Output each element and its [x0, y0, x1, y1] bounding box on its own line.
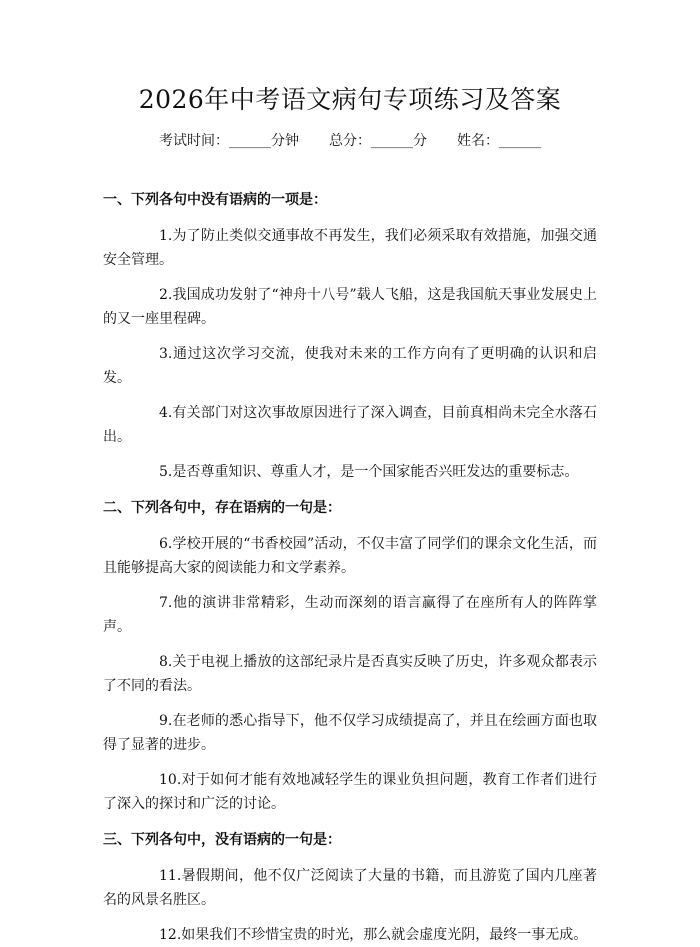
question-number: 4.	[159, 405, 173, 421]
exam-time-label: 考试时间：______分钟	[159, 133, 299, 149]
section-heading: 一、下列各句中没有语病的一项是：	[103, 192, 327, 208]
question-text: 他的演讲非常精彩，生动而深刻的语言赢得了在座所有人的阵阵掌声。	[103, 595, 597, 635]
question-number: 9.	[159, 713, 173, 729]
question-item	[103, 923, 597, 947]
question-number: 3.	[159, 346, 173, 362]
question-item	[103, 709, 597, 757]
question-text: 在老师的悉心指导下，他不仅学习成绩提高了，并且在绘画方面也取得了显著的进步。	[103, 713, 597, 753]
exam-content	[103, 190, 597, 947]
section-heading: 三、下列各句中，没有语病的一句是：	[103, 832, 341, 848]
question-text: 是否尊重知识、尊重人才，是一个国家能否兴旺发达的重要标志。	[172, 464, 579, 480]
question-text: 暑假期间，他不仅广泛阅读了大量的书籍，而且游览了国内几座著名的风景名胜区。	[103, 868, 597, 908]
question-item	[103, 401, 597, 449]
question-text: 关于电视上播放的这部纪录片是否真实反映了历史，许多观众都表示了不同的看法。	[103, 654, 597, 694]
total-score-label: 总分：______分	[329, 133, 427, 149]
question-item	[103, 768, 597, 816]
question-text: 如果我们不珍惜宝贵的时光，那么就会虚度光阴，最终一事无成。	[181, 927, 588, 943]
question-text: 有关部门对这次事故原因进行了深入调查，目前真相尚未完全水落石出。	[103, 405, 597, 445]
question-number: 6.	[159, 536, 173, 552]
question-item	[103, 460, 597, 484]
question-number: 10.	[159, 772, 182, 788]
page-title: 2026年中考语文病句专项练习及答案	[138, 85, 562, 114]
question-number: 12.	[159, 927, 182, 943]
question-number: 5.	[159, 464, 173, 480]
question-number: 2.	[159, 287, 173, 303]
question-item	[103, 532, 597, 580]
question-number: 8.	[159, 654, 173, 670]
question-item	[103, 224, 597, 272]
section-heading: 二、下列各句中，存在语病的一句是：	[103, 500, 341, 516]
question-text: 学校开展的“书香校园”活动，不仅丰富了同学们的课余文化生活，而且能够提高大家的阅读能力和文学素养。	[103, 536, 597, 576]
exam-meta	[0, 131, 700, 151]
question-item	[103, 650, 597, 698]
question-item	[103, 342, 597, 390]
question-text: 为了防止类似交通事故不再发生，我们必须采取有效措施，加强交通安全管理。	[103, 228, 597, 268]
question-item	[103, 283, 597, 331]
question-number: 7.	[159, 595, 173, 611]
question-number: 1.	[159, 228, 173, 244]
question-text: 我国成功发射了“神舟十八号”载人飞船，这是我国航天事业发展史上的又一座里程碑。	[103, 287, 597, 327]
question-number: 11.	[159, 868, 182, 884]
question-item	[103, 591, 597, 639]
question-text: 对于如何才能有效地减轻学生的课业负担问题，教育工作者们进行了深入的探讨和广泛的讨论。	[103, 772, 597, 812]
question-text: 通过这次学习交流，使我对未来的工作方向有了更明确的认识和启发。	[103, 346, 597, 386]
student-name-label: 姓名：______	[457, 133, 541, 149]
